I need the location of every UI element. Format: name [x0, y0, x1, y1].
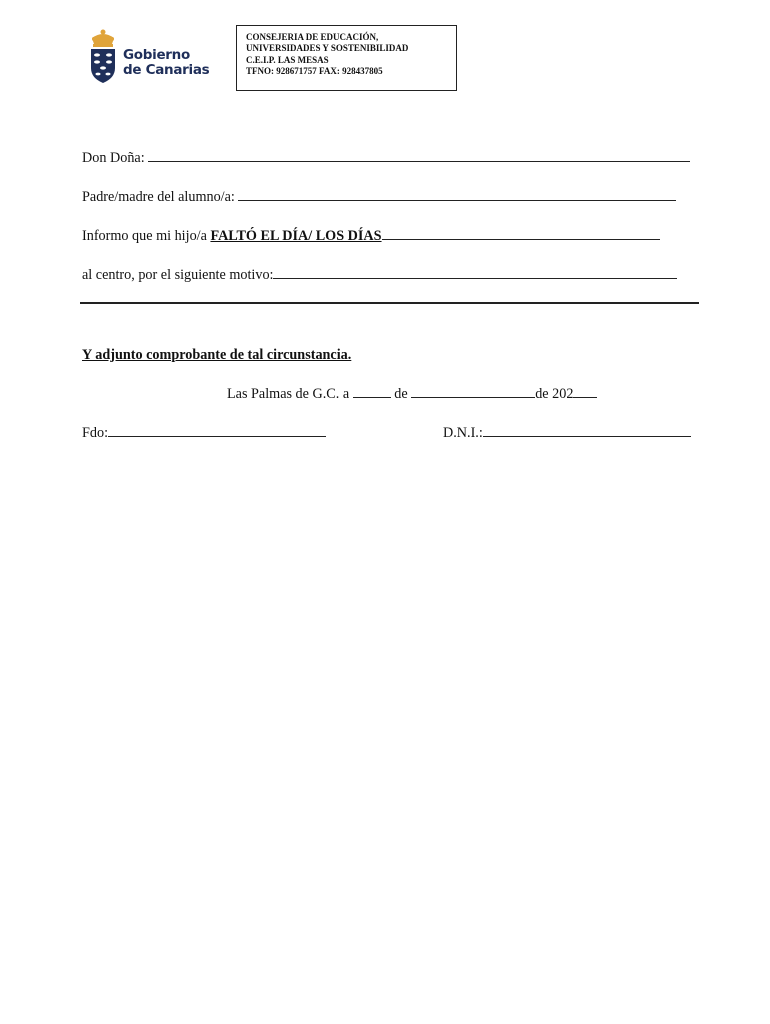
parent-row	[82, 188, 676, 206]
informo-row	[82, 227, 660, 245]
logo-wordmark	[123, 48, 209, 78]
coat-of-arms-icon	[88, 28, 118, 84]
year-field[interactable]	[573, 385, 597, 398]
motivo-label: al centro, por el siguiente motivo:	[82, 267, 274, 283]
date-de-label: de	[394, 386, 408, 402]
dni-row	[443, 424, 691, 442]
dates-field[interactable]	[382, 227, 660, 240]
month-field[interactable]	[411, 385, 535, 398]
motivo-row	[82, 266, 677, 284]
date-row	[227, 385, 597, 403]
logo-line-1: Gobierno	[123, 47, 190, 63]
fdo-label: Fdo:	[82, 425, 109, 441]
informo-label: Informo que mi hijo/a	[82, 228, 207, 244]
signature-field[interactable]	[108, 424, 326, 437]
day-field[interactable]	[353, 385, 391, 398]
parent-label: Padre/madre del alumno/a:	[82, 189, 235, 205]
don-dona-row	[82, 149, 690, 167]
falto-label: FALTÓ EL DÍA/ LOS DÍAS	[210, 228, 382, 244]
year-prefix: de 202	[535, 386, 574, 402]
parent-field[interactable]	[238, 188, 676, 201]
don-dona-field[interactable]	[148, 149, 690, 162]
fdo-row	[82, 424, 326, 442]
dni-label: D.N.I.:	[443, 425, 483, 441]
school-header-box	[236, 25, 457, 91]
don-dona-label: Don Doña:	[82, 150, 145, 166]
header-line-4: TFNO: 928671757 FAX: 928437805	[246, 65, 383, 76]
adjunto-text: Y adjunto comprobante de tal circunstancia.	[82, 347, 352, 363]
motivo-continuation-line[interactable]	[80, 302, 699, 304]
place-prefix: Las Palmas de G.C. a	[227, 386, 350, 402]
header-line-3: C.E.I.P. LAS MESAS	[246, 54, 329, 65]
logo-line-2: de Canarias	[123, 62, 210, 78]
gobierno-canarias-logo	[88, 28, 218, 88]
header-line-1: CONSEJERIA DE EDUCACIÓN,	[246, 32, 379, 42]
motivo-field[interactable]	[273, 266, 677, 279]
dni-field[interactable]	[483, 424, 691, 437]
header-line-2: UNIVERSIDADES Y SOSTENIBILIDAD	[246, 43, 409, 54]
